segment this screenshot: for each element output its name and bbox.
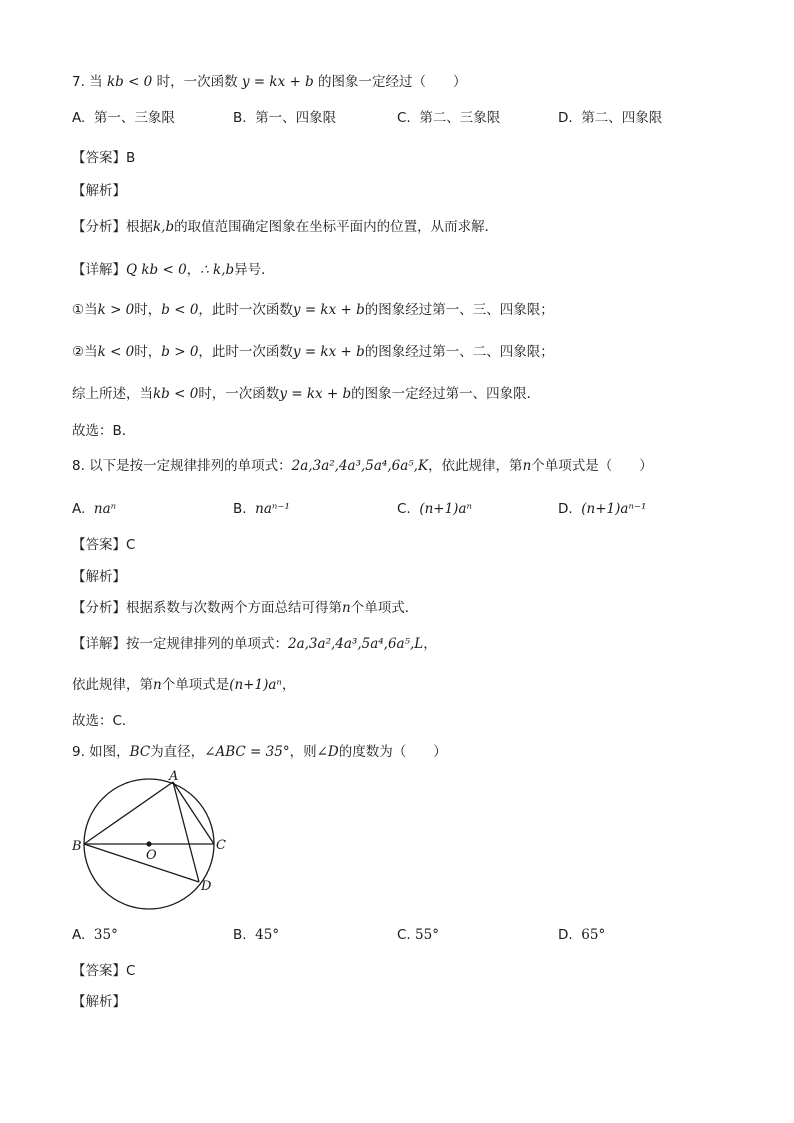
q8-sequence: 2a,3a²,4a³,5a⁴,6a⁵,K	[291, 458, 429, 474]
q7-fenxi: 【分析】根据k,b的取值范围确定图象在坐标平面内的位置，从而求解．	[72, 219, 499, 235]
q7-stem-text: 的图象一定经过（ ）	[318, 74, 467, 90]
q7-case-1: ①当k > 0时，b < 0，此时一次函数y = kx + b的图象经过第一、三、四象限；	[72, 302, 554, 318]
q9-option-d: D. 65°	[558, 927, 606, 943]
q7-option-b: B. 第一、四象限	[233, 110, 337, 126]
q8-stem: 8. 以下是按一定规律排列的单项式：2a,3a²,4a³,5a⁴,6a⁵,K，依此规律，第n个单项式是（ ）	[72, 458, 653, 474]
q9-stem: 9. 如图，BC为直径，∠ABC = 35°，则∠D的度数为（ ）	[72, 744, 447, 760]
circle-diagram	[70, 766, 240, 914]
label-a: A	[169, 769, 179, 784]
label-b: B	[72, 839, 82, 854]
segment-ad	[173, 782, 199, 882]
q7-analysis-tag: 【解析】	[72, 183, 126, 199]
q8-fenxi: 【分析】根据系数与次数两个方面总结可得第n个单项式．	[72, 600, 419, 616]
q7-stem	[72, 72, 467, 92]
q7-choose: 故选：B．	[72, 423, 136, 439]
q7-stem-text: 时，一次函数	[156, 74, 238, 90]
q7-option-c: C. 第二、三象限	[397, 110, 501, 126]
q9-option-c: C. 55°	[397, 927, 439, 943]
q7-answer	[72, 148, 135, 168]
label-c: C	[216, 838, 226, 853]
q7-case-2: ②当k < 0时，b > 0，此时一次函数y = kx + b的图象经过第一、二、四象限；	[72, 344, 554, 360]
q8-option-b: B. naⁿ⁻¹	[233, 501, 290, 517]
q9-option-a: A. 35°	[72, 927, 118, 943]
q8-option-d: D. (n+1)aⁿ⁻¹	[558, 501, 647, 517]
q7-option-a: A. 第一、三象限	[72, 110, 175, 126]
q8-rule: 依此规律，第n个单项式是(n+1)aⁿ，	[72, 677, 296, 693]
q8-option-c: C. (n+1)aⁿ	[397, 501, 472, 517]
q7-option-d: D. 第二、四象限	[558, 110, 663, 126]
center-point	[146, 841, 151, 846]
segment-ba	[84, 782, 173, 844]
q8-option-a: A. naⁿ	[72, 501, 117, 517]
q8-analysis-tag: 【解析】	[72, 569, 126, 585]
q9-answer: 【答案】C	[72, 963, 136, 979]
segment-bd	[84, 844, 199, 882]
q9-option-b: B. 45°	[233, 927, 280, 943]
label-o: O	[146, 848, 157, 863]
q9-analysis-tag: 【解析】	[72, 994, 126, 1010]
label-d: D	[201, 879, 212, 894]
q8-detail: 【详解】按一定规律排列的单项式：2a,3a²,4a³,5a⁴,6a⁵,L，	[72, 636, 437, 652]
answer-value: B	[126, 150, 136, 166]
answer-tag: 【答案】	[72, 150, 126, 166]
q8-answer: 【答案】C	[72, 537, 136, 553]
q7-math-kb: kb < 0	[106, 74, 153, 90]
q7-stem-text: 7. 当	[72, 74, 103, 90]
q8-choose: 故选：C．	[72, 713, 136, 729]
segment-ac	[173, 782, 214, 844]
q7-math-linear: y = kx + b	[241, 74, 314, 90]
q7-summary: 综上所述，当kb < 0时，一次函数y = kx + b的图象一定经过第一、四象限．	[72, 386, 541, 402]
q7-detail: 【详解】Q kb < 0，∴ k,b异号．	[72, 262, 275, 278]
